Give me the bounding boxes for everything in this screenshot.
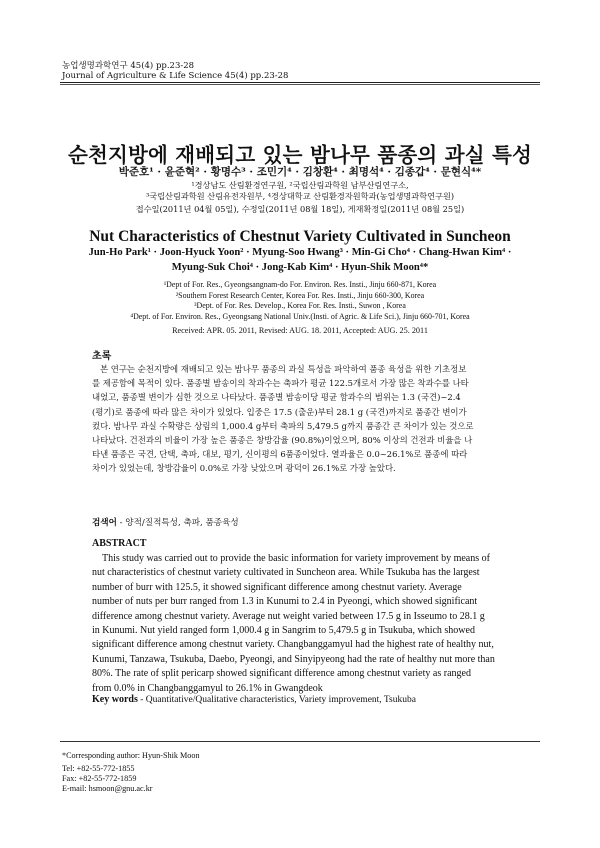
english-abstract-line: in Kunumi. Nut yield ranged form 1,000.4 g in Sangrim to 5,479.5 g in Tsukuba, which showed	[92, 625, 475, 637]
korean-authors: 박준호¹ · 윤준혁² · 황명수³ · 조민기⁴ · 김창환⁴ · 최명석⁴ · 김종갑⁴ · 문현식⁴*	[118, 166, 482, 178]
korean-affiliation-1: ¹경상남도 산림환경연구원, ²국립산림과학원 남부산림연구소,	[191, 180, 409, 190]
korean-keywords-label: 검색어	[92, 518, 117, 528]
english-title: Nut Characteristics of Chestnut Variety Cultivated in Suncheon	[89, 228, 511, 245]
english-keywords	[92, 694, 416, 705]
english-affiliation-1: ¹Dept of For. Res., Gyeongsangnam-do For. Environ. Res. Insti., Jinju 660-871, Korea	[163, 280, 437, 289]
contact-email: E-mail: hsmoon@gnu.ac.kr	[62, 784, 153, 793]
contact-fax: Fax: +82-55-772-1859	[62, 774, 137, 783]
contact-tel: Tel: +82-55-772-1855	[62, 764, 135, 773]
journal-header-korean: 농업생명과학연구 45(4) pp.23-28	[62, 61, 195, 71]
korean-abstract-line: 본 연구는 순천지방에 재배되고 있는 밤나무 품종의 과실 특성을 파악하여 품종 육성을 위한 기초정보	[100, 364, 467, 374]
english-authors-line-2: Myung-Suk Choi⁴ · Jong-Kab Kim⁴ · Hyun-Shik Moon⁴*	[171, 262, 429, 273]
korean-abstract-line: 나타났다. 건전과의 비율이 가장 높은 품종은 창방감율 (90.8%)이었으며, 80% 이상의 건전과 비율을 나	[92, 435, 473, 446]
korean-abstract-line: 컸다. 밤나무 과실 수확량은 상림의 1,000.4 g부터 축파의 5,479.5 g까지 품종간 큰 차이가 있는 것으로	[92, 420, 474, 431]
korean-abstract-line: 를 제공함에 목적이 있다. 품종별 밤송이의 착과수는 축파가 평균 122.5개로서 가장 많은 착과수를 나타	[92, 378, 469, 389]
korean-abstract-line: (평기)로 품종에 따라 많은 차이가 있었다. 입중은 17.5 (출운)부터 28.1 g (국견)까지로 품종간 변이가	[92, 406, 467, 417]
journal-header-english: Journal of Agriculture & Life Science 45(4) pp.23-28	[62, 71, 289, 81]
korean-affiliation-2: ³국립산림과학원 산림유전자원부, ⁴경상대학교 산림환경자원학과(농업생명과학연구원)	[145, 191, 455, 201]
header-divider	[60, 82, 540, 83]
english-abstract-line: significant difference among chestnut variety. Changbanggamyul had the highest rate of healthy nut,	[92, 639, 494, 651]
korean-keywords-text: - 양적/질적특성, 축파, 품종육성	[116, 518, 239, 528]
english-abstract-line: number of burr with 125.5, it showed significant difference among chestnut variety. Average	[92, 581, 462, 593]
korean-abstract-line: 타낸 품종은 국견, 단택, 축파, 대보, 평기, 신이평의 6품종이었다. 열과율은 0.0~26.1%로 품종에 따라	[92, 449, 468, 460]
english-abstract	[92, 552, 512, 696]
english-affiliation-2: ²Southern Forest Research Center, Korea For. Res. Insti., Jinju 660-300, Korea	[175, 290, 425, 300]
korean-abstract	[92, 362, 510, 476]
english-authors-line-1: Jun-Ho Park¹ · Joon-Hyuck Yoon² · Myung-Soo Hwang³ · Min-Gi Cho⁴ · Chang-Hwan Kim⁴ ·	[88, 247, 512, 258]
korean-abstract-line: 차이가 있었는데, 창방감율이 0.0%로 가장 낮았으며 광덕이 26.1%로 가장 높았다.	[92, 463, 396, 474]
korean-title: 순천지방에 재배되고 있는 밤나무 품종의 과실 특성	[67, 143, 533, 167]
english-abstract-line: This study was carried out to provide the basic information for variety improvement by means of	[102, 553, 490, 564]
english-abstract-line: difference among chestnut variety. Average nut weight varied between 17.5 g in Isseumo to 28.1 g	[92, 610, 485, 622]
english-keywords-text: - Quantitative/Qualitative characteristics, Variety improvement, Tsukuba	[137, 695, 416, 705]
english-abstract-line: nut characteristics of chestnut variety cultivated in Suncheon area. While Tsukuba has the largest	[92, 567, 480, 579]
english-received-dates: Received: APR. 05. 2011, Revised: AUG. 18. 2011, Accepted: AUG. 25. 2011	[172, 326, 428, 335]
english-abstract-line: number of nuts per burr ranged from 1.3 in Kunumi to 2.4 in Pyeongi, which showed significant	[92, 596, 478, 608]
korean-abstract-heading: 초록	[92, 351, 112, 362]
english-abstract-line: from 0.0% in Changbanggamyul to 26.1% in Gwangdeok	[92, 682, 323, 694]
korean-abstract-line: 내었고, 품종별 변이가 심한 것으로 나타났다. 품종별 밤송이당 평균 함과수의 범위는 1.3 (국견)~2.4	[92, 392, 461, 403]
english-affiliation-4: ⁴Dept. of For. Environ. Res., Gyeongsang National Univ.(Insti. of Agric. & Life Sci.), Jinju 660-701, Korea	[130, 311, 470, 321]
english-abstract-line: 80%. The rate of split pericarp showed significant difference among chestnut variety as ranged	[92, 668, 471, 680]
korean-keywords	[92, 516, 239, 528]
english-abstract-line: Kunumi, Tanzawa, Tsukuba, Daebo, Pyeongi, and Sinyipyeong had the rate of healthy nut more than	[92, 653, 495, 665]
english-affiliation-3: ³Dept. of For. Res. Develop., Korea For. Res. Insti., Suwon , Korea	[194, 301, 406, 310]
english-abstract-heading: ABSTRACT	[92, 538, 147, 549]
english-keywords-label: Key words	[92, 694, 138, 705]
header-divider-thin	[60, 84, 540, 85]
corresponding-author: *Corresponding author: Hyun-Shik Moon	[62, 751, 200, 760]
footnote-divider	[60, 741, 540, 742]
korean-received-dates: 접수일(2011년 04월 05일), 수정일(2011년 08월 18일), 게재확정일(2011년 08월 25일)	[135, 204, 465, 214]
